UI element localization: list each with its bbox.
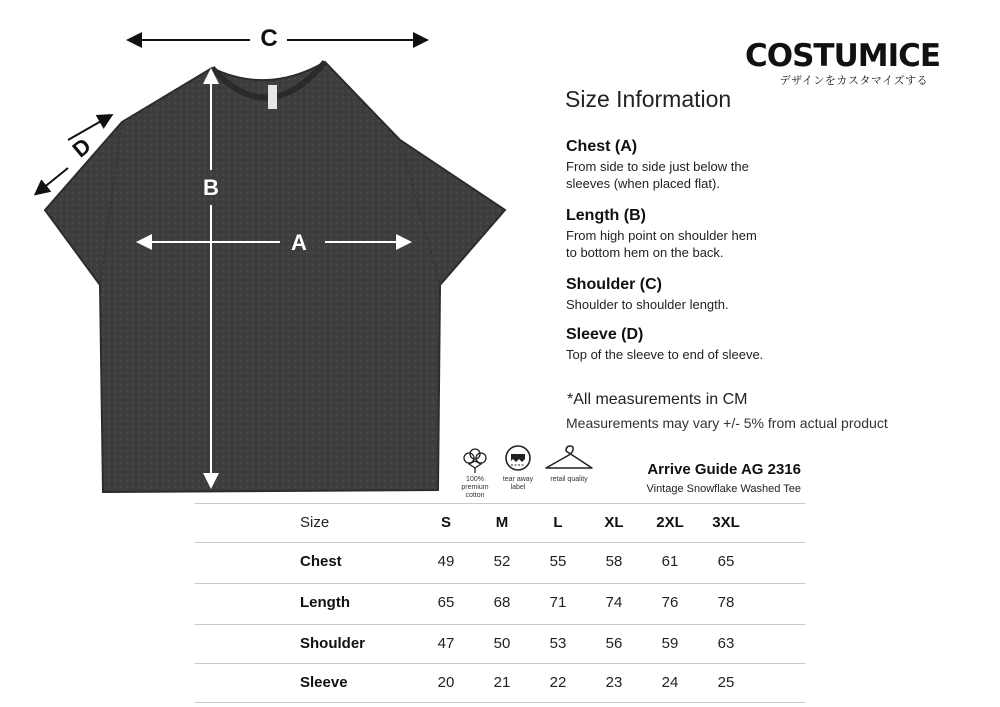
brand-logo: COSTUMICE: [745, 38, 941, 74]
tshirt-diagram: [0, 0, 560, 500]
definition-text: [566, 346, 826, 363]
table-row: [195, 624, 805, 663]
table-cell: 47: [437, 635, 455, 652]
feature-label-line: label: [510, 484, 526, 491]
definition-shoulder: [566, 276, 826, 313]
definition-line: Shoulder to shoulder length.: [566, 297, 729, 312]
definition-text: [566, 158, 826, 192]
table-cell: 63: [717, 635, 735, 652]
table-cell: 53: [549, 635, 567, 652]
definition-line: From side to side just below the: [566, 159, 749, 174]
brand-tagline: デザインをカスタマイズする: [779, 75, 928, 87]
table-cell: 59: [661, 635, 679, 652]
table-row: [195, 583, 805, 624]
size-column-header: 3XL: [712, 514, 740, 531]
chest-label-a: A: [291, 230, 307, 255]
table-cell: 50: [493, 635, 511, 652]
tear-away-label-icon: [504, 444, 532, 474]
tshirt-illustration: [0, 0, 560, 500]
size-info-heading: Size Information: [565, 86, 732, 112]
table-cell: 55: [549, 553, 567, 570]
table-cell: 65: [437, 594, 455, 611]
cotton-icon: [461, 444, 489, 474]
table-cell: 49: [437, 553, 455, 570]
feature-label-line: tear away: [502, 476, 534, 483]
shoulder-label-c: C: [260, 25, 278, 52]
definition-length: [566, 207, 826, 261]
size-column-header: M: [495, 514, 509, 531]
definition-title: Shoulder (C): [566, 276, 662, 293]
definition-text: [566, 296, 826, 313]
table-cell: 56: [605, 635, 623, 652]
measurement-unit-note: *All measurements in CM: [567, 391, 748, 408]
table-cell: 58: [605, 553, 623, 570]
row-label: Shoulder: [300, 635, 366, 652]
row-label: Length: [300, 594, 350, 611]
tshirt-body: [45, 62, 505, 492]
table-row: [195, 663, 805, 703]
row-label: Chest: [300, 553, 342, 570]
neck-tag: [268, 85, 277, 109]
definition-line: to bottom hem on the back.: [566, 245, 724, 260]
table-cell: 61: [661, 553, 679, 570]
feature-cotton: [452, 444, 498, 500]
table-cell: 71: [549, 594, 567, 611]
measurement-variance-note: Measurements may vary +/- 5% from actual product: [566, 415, 888, 431]
hanger-icon: [542, 444, 596, 474]
table-header-row: [195, 503, 805, 542]
table-cell: 24: [661, 674, 679, 691]
size-table: [195, 503, 805, 703]
definition-line: Top of the sleeve to end of sleeve.: [566, 347, 764, 362]
feature-label-line: cotton: [465, 492, 485, 499]
definition-line: From high point on shoulder hem: [566, 228, 757, 243]
size-column-header: XL: [604, 514, 624, 531]
table-cell: 78: [717, 594, 735, 611]
definition-title: Length (B): [566, 207, 646, 224]
table-cell: 68: [493, 594, 511, 611]
definition-line: sleeves (when placed flat).: [566, 176, 720, 191]
definition-chest: [566, 138, 826, 192]
size-column-header: S: [440, 514, 451, 531]
table-cell: 76: [661, 594, 679, 611]
table-row: [195, 542, 805, 583]
table-cell: 23: [605, 674, 623, 691]
table-cell: 74: [605, 594, 623, 611]
sleeve-label-d: D: [67, 132, 96, 163]
feature-retail-quality: [540, 444, 598, 484]
feature-tear-away-label: [495, 444, 541, 492]
table-cell: 65: [717, 553, 735, 570]
feature-label-line: premium: [461, 484, 489, 491]
length-label-b: B: [203, 175, 219, 200]
size-column-header: 2XL: [656, 514, 684, 531]
table-cell: 25: [717, 674, 735, 691]
row-label: Sleeve: [300, 674, 348, 691]
feature-label-line: 100%: [466, 476, 484, 483]
definition-title: Chest (A): [566, 138, 638, 155]
size-column-header: L: [553, 514, 563, 531]
table-cell: 22: [549, 674, 567, 691]
table-cell: 52: [493, 553, 511, 570]
table-cell: 21: [493, 674, 511, 691]
definition-sleeve: [566, 326, 826, 363]
table-header-label: Size: [300, 514, 330, 531]
table-cell: 20: [437, 674, 455, 691]
product-code: Arrive Guide AG 2316: [647, 461, 801, 478]
feature-label-line: retail quality: [550, 476, 588, 483]
product-name: Vintage Snowflake Washed Tee: [646, 483, 801, 495]
definition-title: Sleeve (D): [566, 326, 644, 343]
definition-text: [566, 227, 826, 261]
